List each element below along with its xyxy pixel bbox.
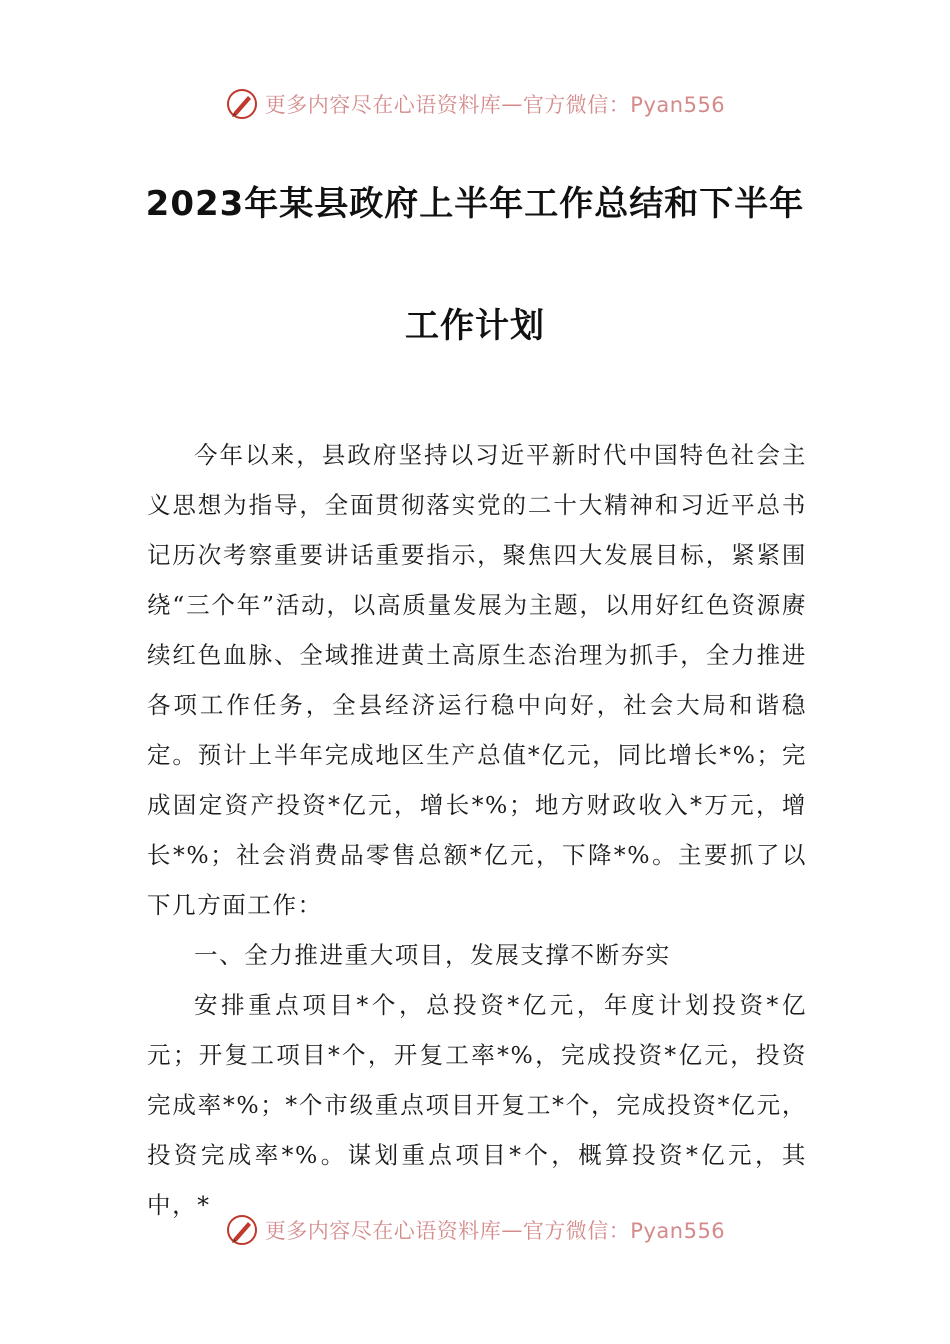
watermark-wechat-text: 官方微信：Pyan556 [522, 93, 726, 117]
watermark-dash: — [501, 92, 523, 116]
watermark-footer [0, 1206, 950, 1254]
document-title-line1: 2023年某县政府上半年工作总结和下半年 [145, 184, 805, 224]
pen-circle-icon [225, 87, 259, 121]
watermark-main-text: 更多内容尽在心语资料库 [264, 93, 502, 117]
document-body [147, 430, 807, 1230]
watermark-dash: — [501, 1218, 523, 1242]
paragraph-projects: 安排重点项目*个，总投资*亿元，年度计划投资*亿元；开复工项目*个，开复工率*%，完成投资*亿元，投资完成率*%；*个市级重点项目开复工*个，完成投资*亿元，投资完成率*%。谋划重点项目*个，概算投资*亿元，其中，* [147, 991, 807, 1219]
document-title-line2: 工作计划 [405, 306, 545, 346]
section-heading-1: 一、全力推进重大项目，发展支撑不断夯实 [194, 941, 671, 969]
watermark-main-text: 更多内容尽在心语资料库 [264, 1219, 502, 1243]
pen-circle-icon [225, 1213, 259, 1247]
paragraph-intro: 今年以来，县政府坚持以习近平新时代中国特色社会主义思想为指导，全面贯彻落实党的二十大精神和习近平总书记历次考察重要讲话重要指示，聚焦四大发展目标，紧紧围绕“三个年”活动，以高质量发展为主题，以用好红色资源赓续红色血脉、全域推进黄土高原生态治理为抓手，全力推进各项工作任务，全县经济运行稳中向好，社会大局和谐稳定。预计上半年完成地区生产总值*亿元，同比增长*%；完成固定资产投资*亿元，增长*%；地方财政收入*万元，增长*%；社会消费品零售总额*亿元，下降*%。主要抓了以下几方面工作： [147, 441, 807, 919]
watermark-header [0, 80, 950, 128]
watermark-wechat-text: 官方微信：Pyan556 [522, 1219, 726, 1243]
